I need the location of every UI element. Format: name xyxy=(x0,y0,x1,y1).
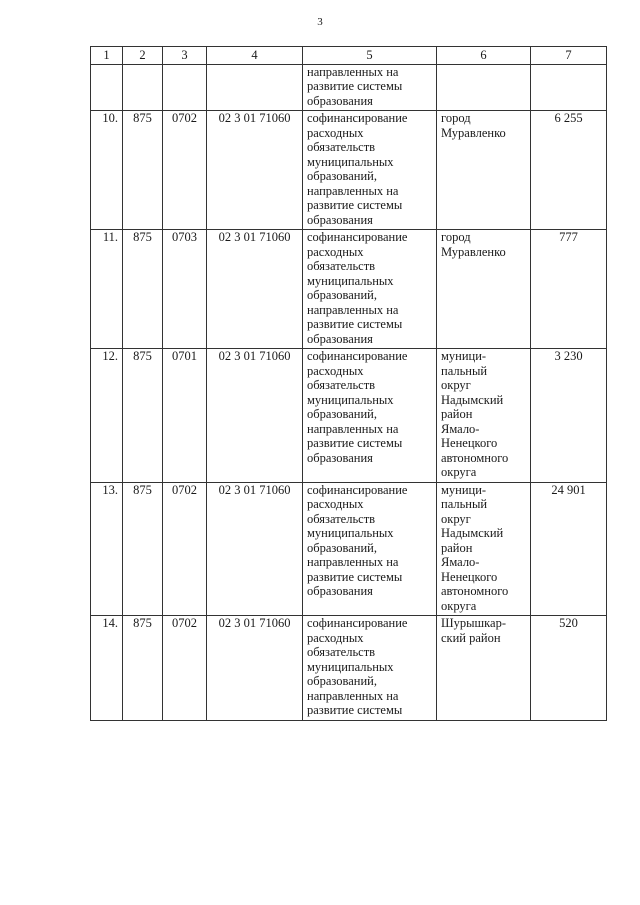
cell-line: расходных xyxy=(307,125,364,140)
cell-col-5 xyxy=(303,349,437,483)
cell-line: район xyxy=(441,407,473,421)
cell-line: развитие системы xyxy=(307,317,403,331)
cell-line: Шурышкар- xyxy=(441,616,506,630)
table-row xyxy=(91,616,607,721)
cell-line: софинансирование xyxy=(307,482,408,497)
header-col-2: 2 xyxy=(123,47,163,65)
cell-col-6 xyxy=(437,616,531,721)
cell-line: пальный xyxy=(441,363,488,378)
header-col-6: 6 xyxy=(437,47,531,65)
cell-line: муници- xyxy=(441,482,487,497)
cell-line: образований, xyxy=(307,169,378,183)
cell-line: ский район xyxy=(441,630,501,645)
cell-col-6 xyxy=(437,482,531,616)
cell-line: Муравленко xyxy=(441,125,506,140)
cell-col-6 xyxy=(437,230,531,349)
cell-line: обязательств xyxy=(307,259,376,273)
table-row xyxy=(91,482,607,616)
cell-line: образований, xyxy=(307,674,378,688)
cell-line: автономного xyxy=(441,584,509,598)
page-number: 3 xyxy=(317,16,323,28)
cell-col-7: 777 xyxy=(531,230,607,349)
cell-line: округа xyxy=(441,465,477,479)
cell-col-5 xyxy=(303,616,437,721)
cell-col-2: 875 xyxy=(123,482,163,616)
cell-line: муниципальных xyxy=(307,392,394,407)
table-row xyxy=(91,349,607,483)
cell-line: развитие системы xyxy=(307,569,403,584)
cell-line: расходных xyxy=(307,497,364,511)
cell-col-1: 10. xyxy=(91,111,123,230)
cell-col-6 xyxy=(437,349,531,483)
cell-col-5 xyxy=(303,64,437,111)
cell-line: Ямало- xyxy=(441,555,480,569)
cell-line: образований, xyxy=(307,407,378,421)
cell-col-1: 12. xyxy=(91,349,123,483)
cell-line: развитие системы xyxy=(307,198,403,212)
appropriations-table xyxy=(90,46,607,721)
cell-line: обязательств xyxy=(307,645,376,659)
header-col-3: 3 xyxy=(163,47,207,65)
cell-col-3: 0702 xyxy=(163,482,207,616)
cell-line: расходных xyxy=(307,244,364,259)
table-row xyxy=(91,230,607,349)
cell-col-5 xyxy=(303,482,437,616)
cell-line: пальный xyxy=(441,497,488,511)
cell-col-1: 14. xyxy=(91,616,123,721)
cell-line: развитие системы xyxy=(307,436,403,450)
cell-col-2: 875 xyxy=(123,616,163,721)
cell-col-1: 11. xyxy=(91,230,123,349)
cell-line: Надымский xyxy=(441,526,504,540)
cell-col-4: 02 3 01 71060 xyxy=(207,482,303,616)
cell-col-2 xyxy=(123,64,163,111)
cell-col-2: 875 xyxy=(123,230,163,349)
cell-col-2: 875 xyxy=(123,349,163,483)
cell-line: расходных xyxy=(307,363,364,378)
cell-line: автономного xyxy=(441,450,509,465)
cell-col-4: 02 3 01 71060 xyxy=(207,349,303,483)
cell-line: обязательств xyxy=(307,378,376,392)
cell-line: округа xyxy=(441,598,477,613)
cell-line: Ямало- xyxy=(441,421,480,436)
cell-line: город xyxy=(441,230,471,244)
cell-line: образования xyxy=(307,450,373,465)
cell-col-7: 6 255 xyxy=(531,111,607,230)
cell-col-4 xyxy=(207,64,303,111)
cell-col-7: 3 230 xyxy=(531,349,607,483)
cell-col-7 xyxy=(531,64,607,111)
cell-col-7: 520 xyxy=(531,616,607,721)
header-col-4: 4 xyxy=(207,47,303,65)
cell-col-1 xyxy=(91,64,123,111)
cell-col-4: 02 3 01 71060 xyxy=(207,111,303,230)
table-row xyxy=(91,111,607,230)
cell-col-3 xyxy=(163,64,207,111)
cell-col-3: 0701 xyxy=(163,349,207,483)
cell-line: Надымский xyxy=(441,392,504,407)
cell-line: направленных на xyxy=(307,183,399,198)
cell-line: образований, xyxy=(307,288,378,302)
cell-line: направленных на xyxy=(307,421,399,436)
cell-line: образований, xyxy=(307,540,378,555)
cell-line: софинансирование xyxy=(307,616,408,630)
cell-line: софинансирование xyxy=(307,111,408,125)
cell-line: направленных на xyxy=(307,302,399,317)
cell-line: образования xyxy=(307,212,373,227)
cell-line: район xyxy=(441,540,473,555)
header-col-1: 1 xyxy=(91,47,123,65)
cell-line: город xyxy=(441,111,471,125)
cell-line: Ненецкого xyxy=(441,436,498,450)
cell-line: развитие системы xyxy=(307,79,403,93)
cell-line: муниципальных xyxy=(307,154,394,169)
table-body xyxy=(91,64,607,720)
cell-line: софинансирование xyxy=(307,230,408,244)
cell-line: софинансирование xyxy=(307,349,408,363)
cell-col-4: 02 3 01 71060 xyxy=(207,616,303,721)
cell-line: муниципальных xyxy=(307,526,394,540)
cell-col-4: 02 3 01 71060 xyxy=(207,230,303,349)
cell-line: расходных xyxy=(307,630,364,645)
cell-line: направленных на xyxy=(307,688,399,703)
cell-line: округ xyxy=(441,511,471,526)
cell-line: образования xyxy=(307,584,373,598)
cell-col-6 xyxy=(437,64,531,111)
cell-line: муниципальных xyxy=(307,659,394,674)
header-col-7: 7 xyxy=(531,47,607,65)
cell-col-3: 0702 xyxy=(163,111,207,230)
cell-line: округ xyxy=(441,378,471,392)
cell-line: образования xyxy=(307,331,373,346)
cell-col-1: 13. xyxy=(91,482,123,616)
cell-col-5 xyxy=(303,230,437,349)
cell-line: направленных на xyxy=(307,64,399,79)
cell-line: муници- xyxy=(441,349,487,363)
header-col-5: 5 xyxy=(303,47,437,65)
cell-line: обязательств xyxy=(307,511,376,526)
cell-line: направленных на xyxy=(307,555,399,569)
cell-col-3: 0702 xyxy=(163,616,207,721)
cell-line: муниципальных xyxy=(307,273,394,288)
cell-col-3: 0703 xyxy=(163,230,207,349)
header-row xyxy=(91,47,607,65)
cell-line: образования xyxy=(307,93,373,108)
cell-col-7: 24 901 xyxy=(531,482,607,616)
cell-col-5 xyxy=(303,111,437,230)
cell-line: Ненецкого xyxy=(441,569,498,584)
table-row xyxy=(91,64,607,111)
cell-col-6 xyxy=(437,111,531,230)
cell-line: обязательств xyxy=(307,140,376,154)
cell-line: Муравленко xyxy=(441,244,506,259)
cell-col-2: 875 xyxy=(123,111,163,230)
cell-line: развитие системы xyxy=(307,703,403,717)
